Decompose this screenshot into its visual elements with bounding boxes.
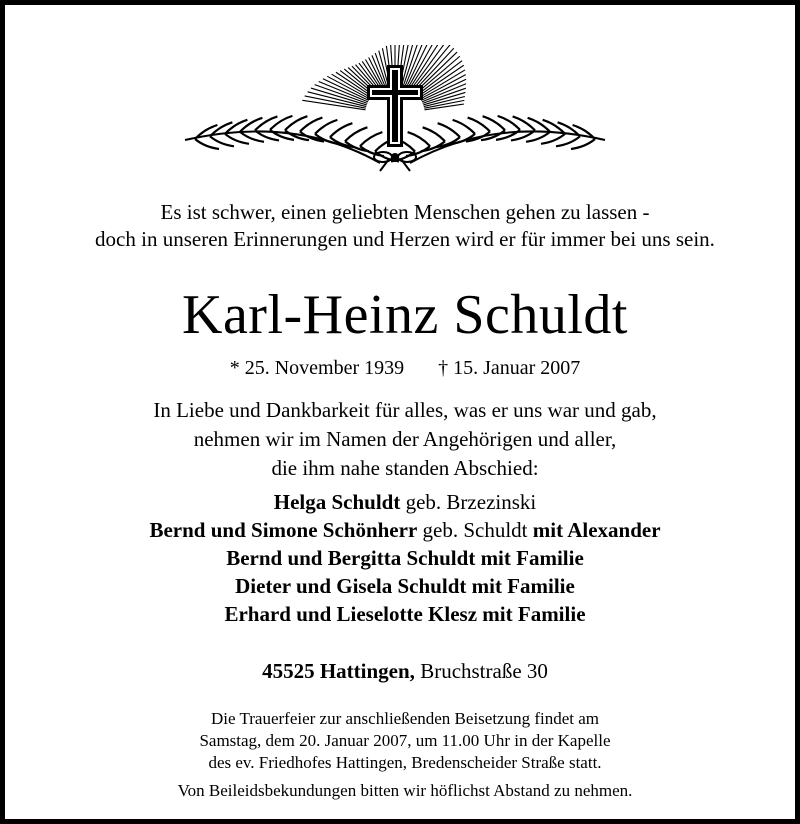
mourner-name: Erhard und Lieselotte Klesz mit Familie [224, 602, 586, 626]
address-city: 45525 Hattingen, [262, 659, 415, 683]
mourner-line [5, 490, 800, 515]
ceremony-line-3: des ev. Friedhofes Hattingen, Bredenscheider Straße statt. [208, 753, 602, 772]
mourner-line [5, 546, 800, 571]
deceased-name: Karl-Heinz Schuldt [182, 284, 628, 346]
quote-line-2: doch in unseren Erinnerungen und Herzen wird er für immer bei uns sein. [95, 227, 715, 251]
address-street: Bruchstraße 30 [414, 659, 548, 683]
death-date: † 15. Januar 2007 [438, 357, 581, 379]
mourner-extra: mit Alexander [532, 518, 661, 542]
mourner-name: Helga Schuldt [273, 490, 401, 514]
farewell-line-1: In Liebe und Dankbarkeit für alles, was er uns war und gab, [153, 398, 657, 422]
birth-date: * 25. November 1939 [229, 357, 405, 379]
ceremony-line-1: Die Trauerfeier zur anschließenden Beisetzung findet am [210, 709, 600, 728]
address [5, 659, 800, 684]
mourner-maiden-name: geb. Brzezinski [400, 490, 537, 514]
mourner-line [5, 602, 800, 627]
closing-note: Von Beileidsbekundungen bitten wir höflichst Abstand zu nehmen. [177, 781, 633, 800]
cross-emblem-icon [175, 45, 615, 175]
mourner-maiden-name: geb. Schuldt [417, 518, 533, 542]
mourner-name: Bernd und Simone Schönherr [149, 518, 418, 542]
life-dates [5, 357, 800, 380]
farewell-line-3: die ihm nahe standen Abschied: [271, 456, 539, 480]
quote-line-1: Es ist schwer, einen geliebten Menschen gehen zu lassen - [160, 200, 650, 224]
mourner-line [5, 518, 800, 543]
mourner-name: Dieter und Gisela Schuldt mit Familie [235, 574, 575, 598]
mourner-name: Bernd und Bergitta Schuldt mit Familie [226, 546, 584, 570]
mourner-line [5, 574, 800, 599]
ceremony-line-2: Samstag, dem 20. Januar 2007, um 11.00 Uhr in der Kapelle [199, 731, 611, 750]
farewell-line-2: nehmen wir im Namen der Angehörigen und aller, [193, 427, 617, 451]
